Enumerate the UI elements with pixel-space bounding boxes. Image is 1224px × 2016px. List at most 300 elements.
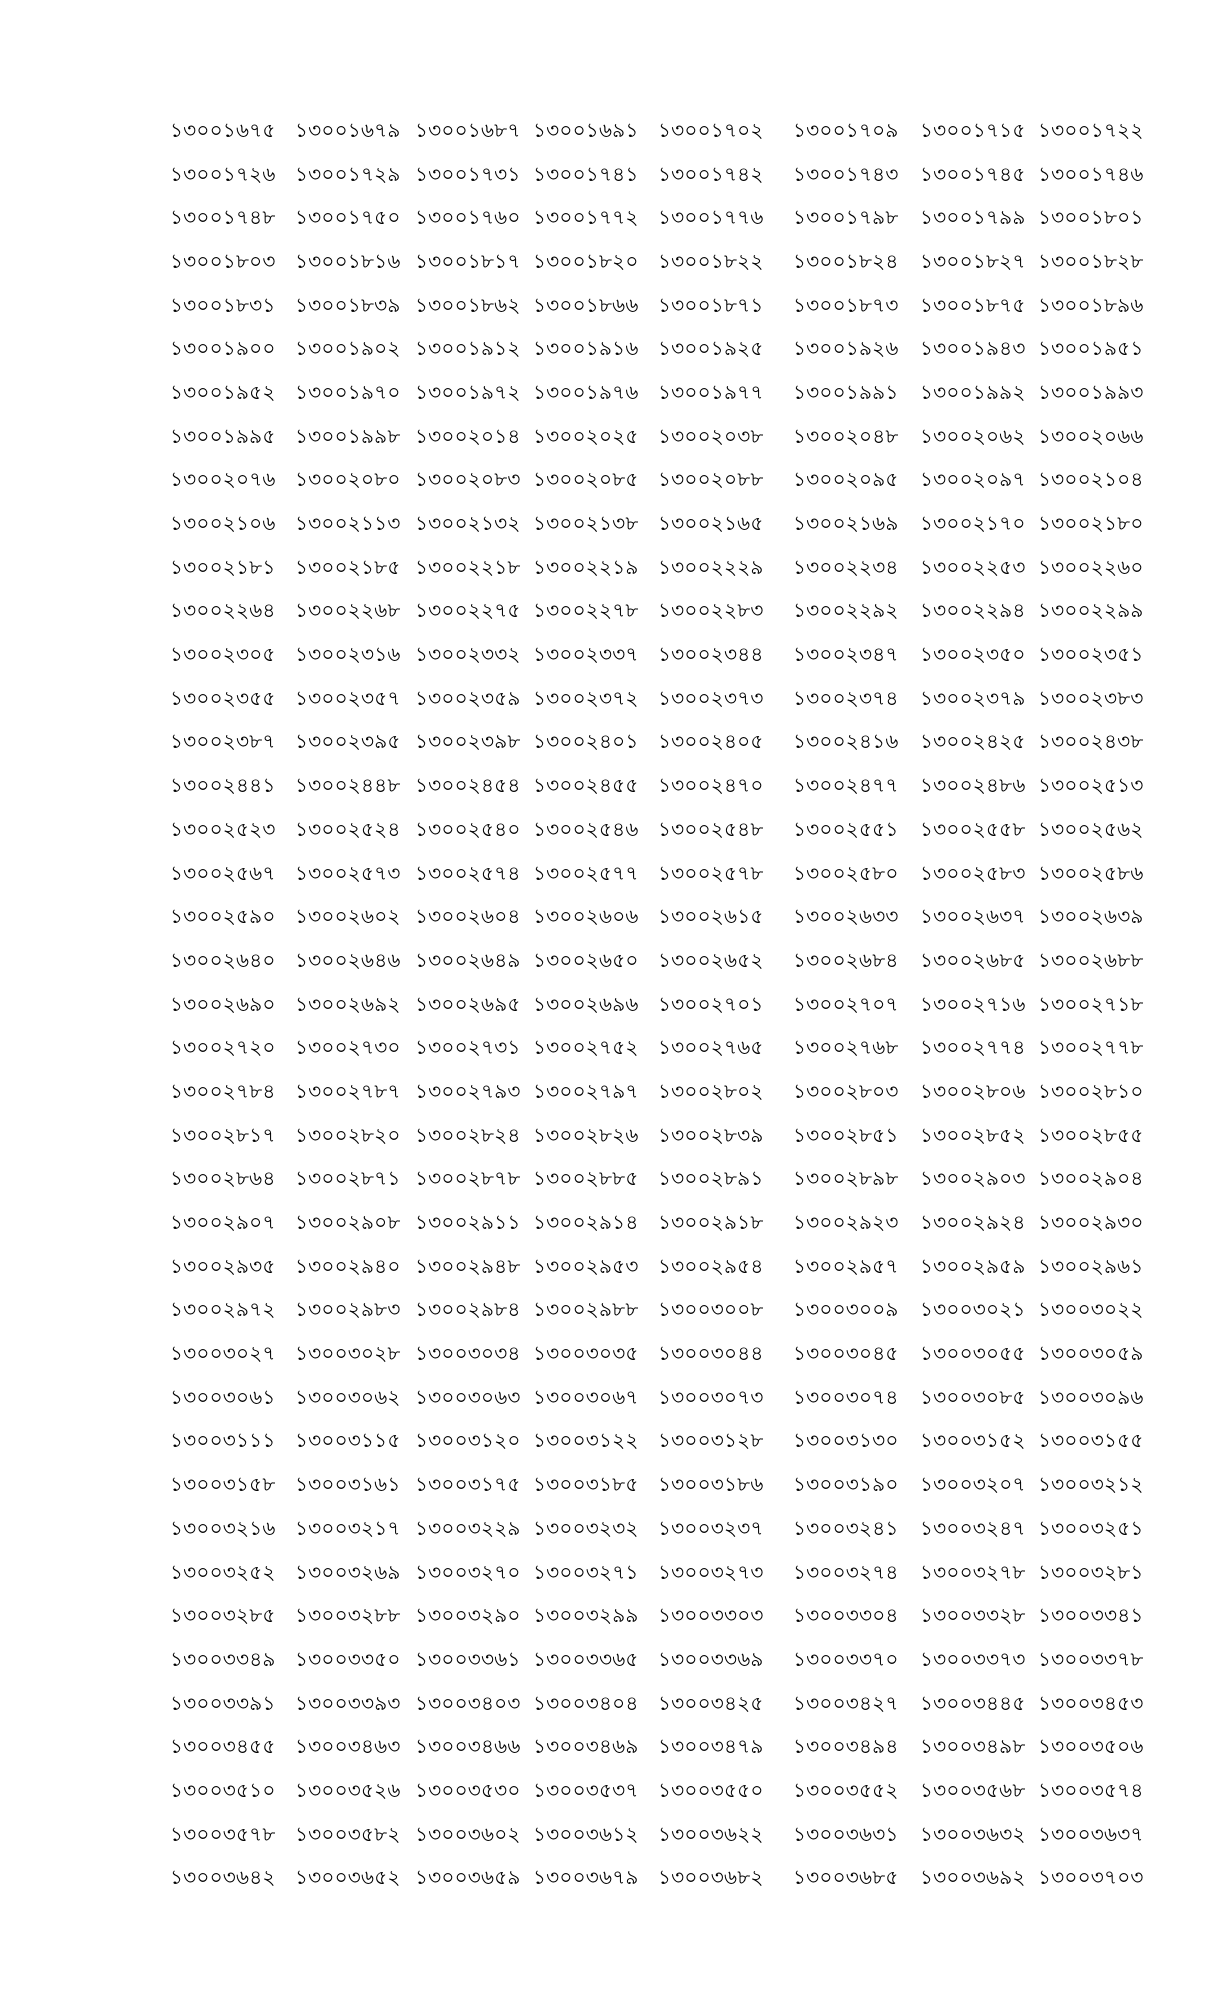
roll-number-cell: ১৩০০৩২৩৭: [658, 1515, 764, 1540]
roll-number-cell: ১৩০০৩৪২৭: [793, 1690, 899, 1715]
roll-number-cell: ১৩০০১৭২২: [1038, 117, 1144, 142]
roll-number-cell: ১৩০০২৩৫৭: [295, 685, 401, 710]
roll-number-cell: ১৩০০২১৮৫: [295, 554, 401, 579]
roll-number-cell: ১৩০০৩২৭৮: [920, 1559, 1026, 1584]
roll-number-cell: ১৩০০৩৩০৩: [658, 1603, 764, 1628]
roll-number-cell: ১৩০০২৬৯৬: [533, 991, 639, 1016]
roll-number-cell: ১৩০০৩৬০২: [415, 1821, 521, 1846]
roll-number-cell: ১৩০০১৮৭৩: [793, 292, 899, 317]
roll-number-cell: ১৩০০২৮৫১: [793, 1122, 899, 1147]
roll-number-cell: ১৩০০১৮১৭: [415, 248, 521, 273]
roll-number-cell: ১৩০০২৩৪৪: [658, 642, 764, 667]
roll-number-cell: ১৩০০২৯৫৭: [793, 1253, 899, 1278]
roll-number-cell: ১৩০০২৬৮৮: [1038, 947, 1144, 972]
roll-number-cell: ১৩০০৩৪৬৯: [533, 1734, 639, 1759]
roll-number-cell: ১৩০০২৪৭০: [658, 773, 764, 798]
roll-number-cell: ১৩০০২২৬৮: [295, 598, 401, 623]
roll-number-cell: ১৩০০৩২০৭: [920, 1472, 1026, 1497]
roll-number-cell: ১৩০০৩৫৬৮: [920, 1777, 1026, 1802]
roll-number-cell: ১৩০০৩৬৫২: [295, 1865, 401, 1890]
roll-number-cell: ১৩০০৩২৮৫: [170, 1603, 276, 1628]
roll-number-cell: ১৩০০১৯২৫: [658, 336, 764, 361]
roll-number-cell: ১৩০০৩১৩০: [793, 1428, 899, 1453]
roll-number-cell: ১৩০০২৭৮৪: [170, 1078, 276, 1103]
roll-number-cell: ১৩০০১৮৬৬: [533, 292, 639, 317]
roll-number-cell: ১৩০০৩৫৩০: [415, 1777, 521, 1802]
roll-number-cell: ১৩০০১৭০২: [658, 117, 764, 142]
roll-number-cell: ১৩০০২৭৭৪: [920, 1035, 1026, 1060]
roll-number-cell: ১৩০০২০৩৮: [658, 423, 764, 448]
roll-number-cell: ১৩০০২৪৩৮: [1038, 729, 1144, 754]
roll-number-cell: ১৩০০২৫৮০: [793, 860, 899, 885]
roll-number-cell: ১৩০০২৮৭৮: [415, 1166, 521, 1191]
roll-number-cell: ১৩০০২৫৫৮: [920, 816, 1026, 841]
roll-number-cell: ১৩০০২২৯২: [793, 598, 899, 623]
roll-number-cell: ১৩০০৩৫৭৮: [170, 1821, 276, 1846]
roll-number-cell: ১৩০০২৯০৩: [920, 1166, 1026, 1191]
roll-number-cell: ১৩০০৩৩৪১: [1038, 1603, 1144, 1628]
roll-number-cell: ১৩০০২৫৪৮: [658, 816, 764, 841]
roll-number-cell: ১৩০০২৭৫২: [533, 1035, 639, 1060]
roll-number-cell: ১৩০০১৭৩১: [415, 161, 521, 186]
roll-number-cell: ১৩০০৩৪৪৫: [920, 1690, 1026, 1715]
roll-number-cell: ১৩০০১৯৯৮: [295, 423, 401, 448]
roll-number-cell: ১৩০০৩৩৬৯: [658, 1646, 764, 1671]
roll-number-cell: ১৩০০২৩৫০: [920, 642, 1026, 667]
roll-number-cell: ১৩০০২৭৯৩: [415, 1078, 521, 1103]
roll-number-cell: ১৩০০২৮৩৯: [658, 1122, 764, 1147]
roll-number-cell: ১৩০০২০২৫: [533, 423, 639, 448]
roll-number-cell: ১৩০০২০১৪: [415, 423, 521, 448]
roll-number-cell: ১৩০০১৮০৩: [170, 248, 276, 273]
roll-number-cell: ১৩০০২০৭৬: [170, 467, 276, 492]
roll-number-cell: ১৩০০২৯৩৫: [170, 1253, 276, 1278]
roll-number-cell: ১৩০০২৭০৭: [793, 991, 899, 1016]
roll-number-cell: ১৩০০৩৬৭৯: [533, 1865, 639, 1890]
roll-number-cell: ১৩০০২১৩৮: [533, 511, 639, 536]
roll-number-cell: ১৩০০২৯৮৩: [295, 1297, 401, 1322]
roll-number-cell: ১৩০০৩৪২৫: [658, 1690, 764, 1715]
roll-number-cell: ১৩০০২৯৫৩: [533, 1253, 639, 1278]
roll-number-cell: ১৩০০২৪৮৬: [920, 773, 1026, 798]
roll-number-cell: ১৩০০২৯৮৮: [533, 1297, 639, 1322]
roll-number-cell: ১৩০০২৬০২: [295, 904, 401, 929]
roll-number-cell: ১৩০০২৫১৩: [1038, 773, 1144, 798]
roll-number-cell: ১৩০০২৮০২: [658, 1078, 764, 1103]
roll-number-cell: ১৩০০২৮১৭: [170, 1122, 276, 1147]
roll-number-cell: ১৩০০৩৩৭৮: [1038, 1646, 1144, 1671]
roll-number-cell: ১৩০০৩৫১০: [170, 1777, 276, 1802]
roll-number-cell: ১৩০০২৫৮৬: [1038, 860, 1144, 885]
roll-number-cell: ১৩০০৩১২০: [415, 1428, 521, 1453]
roll-number-cell: ১৩০০১৬৮৭: [415, 117, 521, 142]
roll-number-cell: ১৩০০১৯৭৬: [533, 379, 639, 404]
roll-number-cell: ১৩০০১৯৯৫: [170, 423, 276, 448]
roll-number-cell: ১৩০০৩২৮১: [1038, 1559, 1144, 1584]
roll-number-cell: ১৩০০৩৫২৬: [295, 1777, 401, 1802]
roll-number-cell: ১৩০০২৪০১: [533, 729, 639, 754]
roll-number-cell: ১৩০০৩০২১: [920, 1297, 1026, 1322]
roll-number-cell: ১৩০০২৬৪৬: [295, 947, 401, 972]
roll-number-cell: ১৩০০২৬১৫: [658, 904, 764, 929]
roll-number-cell: ১৩০০২৮৭১: [295, 1166, 401, 1191]
roll-number-cell: ১৩০০৩১৮৬: [658, 1472, 764, 1497]
roll-number-cell: ১৩০০৩১২৮: [658, 1428, 764, 1453]
roll-number-cell: ১৩০০৩১৬১: [295, 1472, 401, 1497]
roll-number-cell: ১৩০০২৭৯৭: [533, 1078, 639, 1103]
roll-number-cell: ১৩০০১৮৭৫: [920, 292, 1026, 317]
roll-number-cell: ১৩০০৩২৭১: [533, 1559, 639, 1584]
roll-number-cell: ১৩০০২৯৭২: [170, 1297, 276, 1322]
roll-number-cell: ১৩০০২৯৩০: [1038, 1210, 1144, 1235]
roll-number-cell: ১৩০০৩৭০৩: [1038, 1865, 1144, 1890]
roll-number-cell: ১৩০০২৯৪৮: [415, 1253, 521, 1278]
roll-number-cell: ১৩০০২৬৮৪: [793, 947, 899, 972]
roll-number-cell: ১৩০০২৯৫৯: [920, 1253, 1026, 1278]
roll-number-cell: ১৩০০২০৮৫: [533, 467, 639, 492]
roll-number-cell: ১৩০০১৯১২: [415, 336, 521, 361]
roll-number-cell: ১৩০০২৮৫২: [920, 1122, 1026, 1147]
roll-number-cell: ১৩০০৩০২২: [1038, 1297, 1144, 1322]
roll-number-cell: ১৩০০৩২৯০: [415, 1603, 521, 1628]
roll-number-cell: ১৩০০২০৮০: [295, 467, 401, 492]
roll-number-cell: ১৩০০১৮৯৬: [1038, 292, 1144, 317]
roll-number-cell: ১৩০০২৩৭৪: [793, 685, 899, 710]
roll-number-cell: ১৩০০২৮২০: [295, 1122, 401, 1147]
roll-number-cell: ১৩০০২৩৯৫: [295, 729, 401, 754]
roll-number-cell: ১৩০০২৫৭৩: [295, 860, 401, 885]
roll-number-cell: ১৩০০১৭৪১: [533, 161, 639, 186]
roll-number-cell: ১৩০০৩৪৭৯: [658, 1734, 764, 1759]
roll-number-cell: ১৩০০৩০৫৯: [1038, 1341, 1144, 1366]
roll-number-cell: ১৩০০৩০৩৪: [415, 1341, 521, 1366]
roll-number-cell: ১৩০০২৩৯৮: [415, 729, 521, 754]
roll-number-cell: ১৩০০৩২১৭: [295, 1515, 401, 1540]
roll-number-cell: ১৩০০২০৯৫: [793, 467, 899, 492]
roll-number-cell: ১৩০০২১০৪: [1038, 467, 1144, 492]
roll-number-cell: ১৩০০১৯৪৩: [920, 336, 1026, 361]
roll-number-cell: ১৩০০২৬৩৩: [793, 904, 899, 929]
roll-number-cell: ১৩০০১৮২০: [533, 248, 639, 273]
roll-number-cell: ১৩০০৩২৭৪: [793, 1559, 899, 1584]
roll-number-cell: ১৩০০১৮০১: [1038, 205, 1144, 230]
roll-number-cell: ১৩০০৩০৪৪: [658, 1341, 764, 1366]
roll-number-cell: ১৩০০২২৭৮: [533, 598, 639, 623]
roll-number-cell: ১৩০০২২৬০: [1038, 554, 1144, 579]
roll-number-cell: ১৩০০২৬৫২: [658, 947, 764, 972]
roll-number-cell: ১৩০০২৫৪০: [415, 816, 521, 841]
roll-number-cell: ১৩০০৩৫০৬: [1038, 1734, 1144, 1759]
roll-number-cell: ১৩০০৩৫৮২: [295, 1821, 401, 1846]
roll-number-cell: ১৩০০৩৩৪৯: [170, 1646, 276, 1671]
roll-number-cell: ১৩০০২৩৫৫: [170, 685, 276, 710]
roll-number-cell: ১৩০০৩৫৭৪: [1038, 1777, 1144, 1802]
roll-number-cell: ১৩০০১৭২৯: [295, 161, 401, 186]
roll-number-cell: ১৩০০২৩৭২: [533, 685, 639, 710]
roll-number-cell: ১৩০০২৫৭৭: [533, 860, 639, 885]
roll-number-cell: ১৩০০২৪৭৭: [793, 773, 899, 798]
roll-number-cell: ১৩০০১৯১৬: [533, 336, 639, 361]
roll-number-cell: ১৩০০২৮২৬: [533, 1122, 639, 1147]
roll-number-cell: ১৩০০২৪৪১: [170, 773, 276, 798]
roll-number-cell: ১৩০০২৫৪৬: [533, 816, 639, 841]
roll-number-cell: ১৩০০৩২১৬: [170, 1515, 276, 1540]
roll-number-cell: ১৩০০২২৩৪: [793, 554, 899, 579]
roll-number-cell: ১৩০০১৯৭০: [295, 379, 401, 404]
roll-number-cell: ১৩০০৩৪০৪: [533, 1690, 639, 1715]
roll-number-cell: ১৩০০১৭৭৬: [658, 205, 764, 230]
roll-number-cell: ১৩০০১৯৫২: [170, 379, 276, 404]
roll-number-cell: ১৩০০২৯০৮: [295, 1210, 401, 1235]
roll-number-cell: ১৩০০৩১৭৫: [415, 1472, 521, 1497]
roll-number-cell: ১৩০০৩৫৫২: [793, 1777, 899, 1802]
roll-number-cell: ১৩০০২৬৯২: [295, 991, 401, 1016]
roll-number-cell: ১৩০০২৯১৪: [533, 1210, 639, 1235]
roll-number-cell: ১৩০০৩৪৯৪: [793, 1734, 899, 1759]
roll-number-cell: ১৩০০২৭৭৮: [1038, 1035, 1144, 1060]
roll-number-cell: ১৩০০৩৬৩৭: [1038, 1821, 1144, 1846]
roll-number-cell: ১৩০০২৭৩০: [295, 1035, 401, 1060]
roll-number-cell: ১৩০০১৯৭২: [415, 379, 521, 404]
roll-number-cell: ১৩০০১৯২৬: [793, 336, 899, 361]
roll-number-cell: ১৩০০৩০০৮: [658, 1297, 764, 1322]
roll-number-cell: ১৩০০২৫৯০: [170, 904, 276, 929]
roll-number-cell: ১৩০০২৯০৪: [1038, 1166, 1144, 1191]
roll-number-cell: ১৩০০১৭৯৮: [793, 205, 899, 230]
roll-number-cell: ১৩০০৩৬১২: [533, 1821, 639, 1846]
roll-number-cell: ১৩০০১৮১৬: [295, 248, 401, 273]
roll-number-cell: ১৩০০২৩৫১: [1038, 642, 1144, 667]
roll-number-cell: ১৩০০১৮৬২: [415, 292, 521, 317]
roll-number-cell: ১৩০০২২৯৪: [920, 598, 1026, 623]
roll-number-cell: ১৩০০২৭০১: [658, 991, 764, 1016]
roll-number-cell: ১৩০০৩৬৪২: [170, 1865, 276, 1890]
roll-number-cell: ১৩০০২৩৪৭: [793, 642, 899, 667]
roll-number-cell: ১৩০০৩৩৯৩: [295, 1690, 401, 1715]
roll-number-cell: ১৩০০২৫৫১: [793, 816, 899, 841]
roll-number-cell: ১৩০০৩৫৫০: [658, 1777, 764, 1802]
roll-number-cell: ১৩০০৩০৯৬: [1038, 1384, 1144, 1409]
roll-number-cell: ১৩০০২৬৩৭: [920, 904, 1026, 929]
roll-number-cell: ১৩০০৩২৪১: [793, 1515, 899, 1540]
roll-number-cell: ১৩০০২৯৬১: [1038, 1253, 1144, 1278]
roll-number-cell: ১৩০০২৪১৬: [793, 729, 899, 754]
roll-number-cell: ১৩০০২৬০৪: [415, 904, 521, 929]
roll-number-cell: ১৩০০২৮৯১: [658, 1166, 764, 1191]
roll-number-cell: ১৩০০২৯১১: [415, 1210, 521, 1235]
roll-number-cell: ১৩০০২৬৯০: [170, 991, 276, 1016]
roll-number-cell: ১৩০০২৫২৩: [170, 816, 276, 841]
roll-number-cell: ১৩০০২২৭৫: [415, 598, 521, 623]
roll-number-cell: ১৩০০৩৪৬৬: [415, 1734, 521, 1759]
roll-number-cell: ১৩০০২৭১৮: [1038, 991, 1144, 1016]
roll-number-cell: ১৩০০২৯৮৪: [415, 1297, 521, 1322]
roll-number-cell: ১৩০০১৭৪৬: [1038, 161, 1144, 186]
roll-number-cell: ১৩০০৩২৩২: [533, 1515, 639, 1540]
roll-number-cell: ১৩০০২৮৯৮: [793, 1166, 899, 1191]
roll-number-cell: ১৩০০৩৩৭৩: [920, 1646, 1026, 1671]
roll-number-cell: ১৩০০১৯০০: [170, 336, 276, 361]
roll-number-cell: ১৩০০৩৬৫৯: [415, 1865, 521, 1890]
roll-number-cell: ১৩০০১৮২৪: [793, 248, 899, 273]
roll-number-cell: ১৩০০১৯৭৭: [658, 379, 764, 404]
roll-number-cell: ১৩০০২৬৫০: [533, 947, 639, 972]
roll-number-cell: ১৩০০২৯০৭: [170, 1210, 276, 1235]
roll-number-cell: ১৩০০১৮২৮: [1038, 248, 1144, 273]
roll-number-cell: ১৩০০৩২৫১: [1038, 1515, 1144, 1540]
roll-number-cell: ১৩০০২৮১০: [1038, 1078, 1144, 1103]
roll-number-cell: ১৩০০৩১৮৫: [533, 1472, 639, 1497]
roll-number-cell: ১৩০০২৮০৩: [793, 1078, 899, 1103]
roll-number-cell: ১৩০০২০৪৮: [793, 423, 899, 448]
roll-number-cell: ১৩০০৩১৫৮: [170, 1472, 276, 1497]
roll-number-cell: ১৩০০৩২৬৯: [295, 1559, 401, 1584]
roll-number-cell: ১৩০০১৯৯২: [920, 379, 1026, 404]
roll-number-cell: ১৩০০৩২৮৮: [295, 1603, 401, 1628]
roll-number-cell: ১৩০০২৫৮৩: [920, 860, 1026, 885]
roll-number-cell: ১৩০০৩৩২৮: [920, 1603, 1026, 1628]
roll-number-cell: ১৩০০১৮৭১: [658, 292, 764, 317]
roll-number-cell: ১৩০০২৮০৬: [920, 1078, 1026, 1103]
roll-number-cell: ১৩০০৩৪৫৩: [1038, 1690, 1144, 1715]
roll-number-cell: ১৩০০৩০৪৫: [793, 1341, 899, 1366]
roll-number-cell: ১৩০০৩০৬১: [170, 1384, 276, 1409]
roll-number-cell: ১৩০০২৫৬২: [1038, 816, 1144, 841]
roll-number-cell: ১৩০০১৭৭২: [533, 205, 639, 230]
roll-number-cell: ১৩০০৩০৭৪: [793, 1384, 899, 1409]
roll-number-cell: ১৩০০১৬৭৫: [170, 117, 276, 142]
roll-number-cell: ১৩০০১৭২৬: [170, 161, 276, 186]
roll-number-cell: ১৩০০২৯২৪: [920, 1210, 1026, 1235]
roll-number-cell: ১৩০০২৫৬৭: [170, 860, 276, 885]
roll-number-cell: ১৩০০২১৮১: [170, 554, 276, 579]
roll-number-cell: ১৩০০২৩৭৩: [658, 685, 764, 710]
roll-number-cell: ১৩০০২৩৫৯: [415, 685, 521, 710]
roll-number-cell: ১৩০০২০৬২: [920, 423, 1026, 448]
roll-number-cell: ১৩০০১৯৯৩: [1038, 379, 1144, 404]
roll-number-cell: ১৩০০২২২৯: [658, 554, 764, 579]
roll-number-cell: ১৩০০২২১৮: [415, 554, 521, 579]
roll-number-cell: ১৩০০৩৩৬৫: [533, 1646, 639, 1671]
roll-number-cell: ১৩০০১৭৪৫: [920, 161, 1026, 186]
roll-number-cell: ১৩০০১৬৯১: [533, 117, 639, 142]
roll-number-cell: ১৩০০৩৪৫৫: [170, 1734, 276, 1759]
roll-number-cell: ১৩০০২৪৫৫: [533, 773, 639, 798]
roll-number-cell: ১৩০০২৫২৪: [295, 816, 401, 841]
roll-number-cell: ১৩০০৩৩৭০: [793, 1646, 899, 1671]
roll-number-cell: ১৩০০৩৬৮৫: [793, 1865, 899, 1890]
roll-number-cell: ১৩০০৩০৩৫: [533, 1341, 639, 1366]
roll-number-cell: ১৩০০১৮২৭: [920, 248, 1026, 273]
roll-number-cell: ১৩০০২৭১৬: [920, 991, 1026, 1016]
roll-number-cell: ১৩০০২৬৪০: [170, 947, 276, 972]
roll-number-cell: ১৩০০৩৩০৪: [793, 1603, 899, 1628]
roll-number-cell: ১৩০০১৭৪৮: [170, 205, 276, 230]
roll-number-cell: ১৩০০১৬৭৯: [295, 117, 401, 142]
roll-number-cell: ১৩০০২০৬৬: [1038, 423, 1144, 448]
roll-number-cell: ১৩০০১৭০৯: [793, 117, 899, 142]
roll-number-cell: ১৩০০১৭৬০: [415, 205, 521, 230]
roll-number-cell: ১৩০০১৭৫০: [295, 205, 401, 230]
roll-number-cell: ১৩০০৩১১১: [170, 1428, 276, 1453]
roll-number-cell: ১৩০০২২৬৪: [170, 598, 276, 623]
roll-number-cell: ১৩০০৩৩৬১: [415, 1646, 521, 1671]
roll-number-cell: ১৩০০২১৬৯: [793, 511, 899, 536]
roll-number-cell: ১৩০০২১৬৫: [658, 511, 764, 536]
roll-number-cell: ১৩০০২১৩২: [415, 511, 521, 536]
roll-number-cell: ১৩০০২৬৯৫: [415, 991, 521, 1016]
roll-number-cell: ১৩০০২১০৬: [170, 511, 276, 536]
roll-number-cell: ১৩০০১৭৯৯: [920, 205, 1026, 230]
roll-number-cell: ১৩০০২৯৫৪: [658, 1253, 764, 1278]
roll-number-cell: ১৩০০১৭৪২: [658, 161, 764, 186]
roll-number-cell: ১৩০০১৮২২: [658, 248, 764, 273]
roll-number-cell: ১৩০০২০৮৩: [415, 467, 521, 492]
roll-number-cell: ১৩০০২৩০৫: [170, 642, 276, 667]
roll-number-cell: ১৩০০২৭৮৭: [295, 1078, 401, 1103]
roll-number-cell: ১৩০০২৬৮৫: [920, 947, 1026, 972]
roll-number-cell: ১৩০০২৯৪০: [295, 1253, 401, 1278]
roll-number-cell: ১৩০০২১৭০: [920, 511, 1026, 536]
roll-number-cell: ১৩০০২৩৭৯: [920, 685, 1026, 710]
roll-number-cell: ১৩০০২৫৭৪: [415, 860, 521, 885]
roll-number-cell: ১৩০০১৯০২: [295, 336, 401, 361]
roll-number-cell: ১৩০০৩০৬৭: [533, 1384, 639, 1409]
roll-number-cell: ১৩০০৩০০৯: [793, 1297, 899, 1322]
roll-number-cell: ১৩০০২৪৫৪: [415, 773, 521, 798]
roll-number-cell: ১৩০০১৯৯১: [793, 379, 899, 404]
roll-number-cell: ১৩০০৩২৫২: [170, 1559, 276, 1584]
roll-number-cell: ১৩০০৩২৭৩: [658, 1559, 764, 1584]
roll-number-cell: ১৩০০৩৫৩৭: [533, 1777, 639, 1802]
roll-number-cell: ১৩০০৩৬৮২: [658, 1865, 764, 1890]
roll-number-cell: ১৩০০২৭৬৫: [658, 1035, 764, 1060]
roll-number-cell: ১৩০০৩১৫২: [920, 1428, 1026, 1453]
roll-number-cell: ১৩০০২৬৪৯: [415, 947, 521, 972]
roll-number-cell: ১৩০০৩৬৩১: [793, 1821, 899, 1846]
roll-number-cell: ১৩০০২৩৩৭: [533, 642, 639, 667]
roll-number-cell: ১৩০০১৮৩৯: [295, 292, 401, 317]
roll-number-cell: ১৩০০৩৩৫০: [295, 1646, 401, 1671]
roll-number-cell: ১৩০০৩৬৯২: [920, 1865, 1026, 1890]
roll-number-grid: [170, 108, 1144, 1899]
roll-number-cell: ১৩০০২৫৭৮: [658, 860, 764, 885]
roll-number-cell: ১৩০০২২৫৩: [920, 554, 1026, 579]
roll-number-cell: ১৩০০৩৬৩২: [920, 1821, 1026, 1846]
roll-number-cell: ১৩০০৩০৫৫: [920, 1341, 1026, 1366]
roll-number-cell: ১৩০০২২১৯: [533, 554, 639, 579]
roll-number-cell: ১৩০০৩০২৭: [170, 1341, 276, 1366]
roll-number-cell: ১৩০০৩০২৮: [295, 1341, 401, 1366]
roll-number-cell: ১৩০০৩১৫৫: [1038, 1428, 1144, 1453]
roll-number-cell: ১৩০০২৮৫৫: [1038, 1122, 1144, 1147]
roll-number-cell: ১৩০০২৯১৮: [658, 1210, 764, 1235]
roll-number-cell: ১৩০০৩১৯০: [793, 1472, 899, 1497]
roll-number-cell: ১৩০০৩৬২২: [658, 1821, 764, 1846]
roll-number-cell: ১৩০০২৯২৩: [793, 1210, 899, 1235]
roll-number-cell: ১৩০০২৩৮৭: [170, 729, 276, 754]
roll-number-cell: ১৩০০২০৮৮: [658, 467, 764, 492]
roll-number-cell: ১৩০০২৭৬৮: [793, 1035, 899, 1060]
roll-number-cell: ১৩০০২২৯৯: [1038, 598, 1144, 623]
roll-number-cell: ১৩০০২৩১৬: [295, 642, 401, 667]
roll-number-cell: ১৩০০২১১৩: [295, 511, 401, 536]
roll-number-cell: ১৩০০৩৪৬৩: [295, 1734, 401, 1759]
roll-number-cell: ১৩০০১৭১৫: [920, 117, 1026, 142]
roll-number-cell: ১৩০০২৭২০: [170, 1035, 276, 1060]
roll-number-cell: ১৩০০৩০৬২: [295, 1384, 401, 1409]
roll-number-cell: ১৩০০২৮৮৫: [533, 1166, 639, 1191]
